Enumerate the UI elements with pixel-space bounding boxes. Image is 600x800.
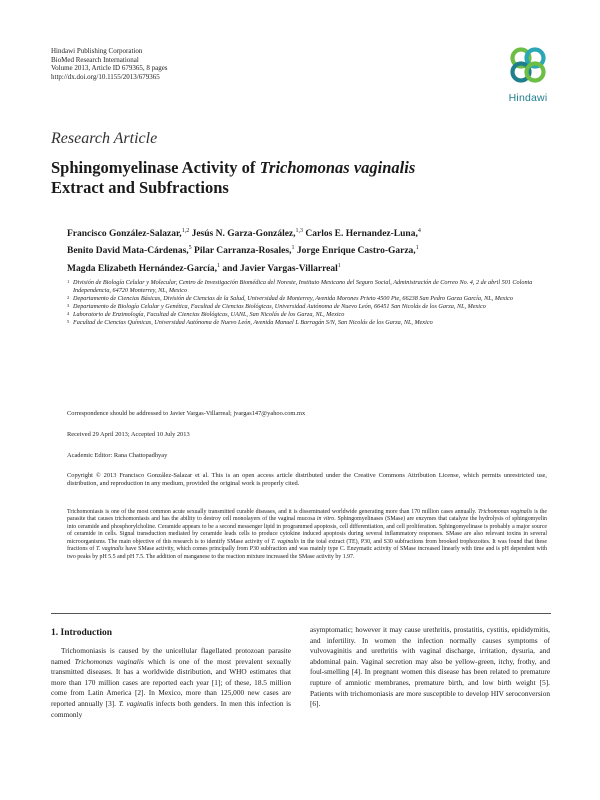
abstract	[67, 509, 547, 561]
author: Jesús N. Garza-González,	[191, 229, 296, 240]
affiliation-text: División de Biología Celular y Molecular, Centro de Investigación Biomédica del Noreste, Instituto Mexicano del Seguro Social, Administración de Correo No. 4, 2 de abril 501 Colonia Independencia, 64720 Monterrey, NL, Mexico	[73, 279, 533, 294]
paper-title	[51, 158, 551, 198]
intro-italic: T. vaginalis	[118, 698, 154, 708]
volume-info: Volume 2013, Article ID 679365, 8 pages	[51, 64, 168, 73]
affiliation	[67, 303, 547, 311]
abstract-italic: T. vaginalis	[95, 546, 124, 553]
affiliation-number: 5	[67, 319, 70, 324]
intro-text: infects both genders. In men this infection is commonly	[51, 698, 291, 719]
received-dates: Received 29 April 2013; Accepted 10 July 2013	[67, 431, 190, 438]
author: Benito David Mata-Cárdenas,	[67, 246, 189, 257]
publisher: Hindawi Publishing Corporation	[51, 47, 143, 55]
title-species: Trichomonas vaginalis	[259, 158, 416, 177]
affiliation	[67, 279, 547, 295]
author-affil: 1	[216, 262, 220, 269]
intro-text: which is one of the most prevalent sexually transmitted diseases. It has a worldwide distribution, and WHO estimates that more than 170 million cases are reported each year [1]; of these, 18.5 million come from Latin America [2]. In Mexico, more than 125,000 new cases are reported annually [3].	[51, 656, 291, 708]
affiliation-text: Facultad de Ciencias Químicas, Universidad Autónoma de Nuevo León, Avenida Manuel L Barragán S/N, San Nicolás de los Garza, NL, Mexico	[73, 319, 433, 326]
academic-editor: Academic Editor: Rana Chattopadhyay	[67, 452, 168, 459]
abstract-text: is the parasite that causes trichomoniasis and has the ability to destroy cell monolayers of the vaginal mucosa	[67, 509, 547, 523]
section-divider	[51, 613, 551, 614]
intro-right-column: asymptomatic; however it may cause urethritis, prostatitis, cystitis, epididymitis, and infertility. In women the infection normally causes symptoms of vulvovaginitis and urethritis with vaginal discharge, irritation, dysuria, and abdominal pain. Vaginal secretion may also be yellow-green, itchy, frothy, and foul-smelling [4]. In pregnant women this disease has been related to premature rupture of amniotic membranes, premature birth, and low birth weight [5]. Patients with trichomoniasis are more susceptible to develop HIV seroconversion [6].	[310, 625, 550, 709]
hindawi-logo-icon	[497, 44, 559, 92]
hindawi-logo	[497, 44, 559, 104]
affiliation-text: Departamento de Biología Celular y Genética, Facultad de Ciencias Biológicas, Universidad Autónoma de Nuevo León, 66451 San Nicolás de los Garza, NL, Mexico	[73, 303, 486, 310]
author-affil: 1,2	[181, 228, 190, 234]
affiliation-text: Laboratorio de Enzimología, Facultad de Ciencias Biológicas, UANL, San Nicolás de los Garza, NL, Mexico	[73, 311, 345, 318]
author-affil: 1	[291, 245, 295, 252]
copyright-notice: Copyright © 2013 Francisco González-Salazar et al. This is an open access article distributed under the Creative Commons Attribution License, which permits unrestricted use, distribution, and reproduction in any medium, provided the original work is properly cited.	[67, 472, 547, 488]
author-affil: 4	[417, 228, 421, 234]
intro-left-column	[51, 646, 291, 720]
author-affil: 1	[415, 245, 419, 252]
title-line1: Sphingomyelinase Activity of	[51, 158, 260, 177]
abstract-text: in the total extract (TE), P30, and S30 subfractions from brooked trophozoites. It was found that these fractions of	[67, 538, 547, 553]
section-heading: 1. Introduction	[51, 628, 113, 638]
affiliation-number: 4	[67, 311, 70, 316]
title-line2: Extract and Subfractions	[51, 178, 229, 197]
abstract-italic: T. vaginalis	[271, 538, 299, 545]
doi-link[interactable]: http://dx.doi.org/10.1155/2013/679365	[51, 72, 160, 81]
logo-wordmark: Hindawi	[508, 92, 548, 104]
affiliation	[67, 319, 547, 327]
author: Pilar Carranza-Rosales,	[194, 246, 292, 257]
intro-text: Trichomoniasis is caused by the unicellular flagellated protozoan parasite named	[51, 646, 291, 666]
article-type: Research Article	[51, 130, 158, 147]
abstract-italic: in vitro	[316, 516, 335, 523]
journal-info	[51, 47, 168, 81]
affiliation-text: Departamento de Ciencias Básicas, División de Ciencias de la Salud, Universidad de Monterrey, Avenida Morones Prieto 4500 Pte, 66238 San Pedro Garza García, NL, Mexico	[73, 295, 513, 302]
author-list	[67, 224, 562, 276]
abstract-text: Trichomoniasis is one of the most common acute sexually transmitted curable diseases, and it is disseminated worldwide generating more than 170 million cases annually.	[67, 509, 479, 515]
author: Magda Elizabeth Hernández-García,	[67, 263, 217, 274]
correspondence: Correspondence should be addressed to Javier Vargas-Villarreal; jvargas147@yahoo.com.mx	[67, 410, 306, 417]
affiliations	[67, 279, 547, 327]
intro-italic: Trichomonas vaginalis	[74, 656, 144, 666]
abstract-text: have SMase activity, which comes principally from P30 subfraction and was mainly type C. Enzymatic activity of SMase increased linearly with time and is pH dependent with two peaks by pH 5.5 and pH 7.5. The addition of manganese to the reaction mixture increased the SMase activity by 1.97.	[67, 546, 547, 560]
affiliation-number: 3	[67, 303, 70, 308]
author: Carlos E. Hernandez-Luna,	[305, 229, 418, 240]
abstract-italic: Trichomonas vaginalis	[478, 509, 533, 515]
abstract-text: . Sphingomyelinases (SMase) are enzymes that catalyze the hydrolysis of sphingomyelin into ceramide and phosphorylcholine. Ceramide appears to be a second messenger lipid in programmed apoptosis, cell differentiation, and cell proliferation. Sphingomyelinase is probably a major source of ceramide in cells. Signal transduction mediated by ceramide leads cells to produce cytokine induced apoptosis during several inflammatory responses. SMase are also relevant toxins in several microorganisms. The main objective of this research is to identify SMase activity of	[67, 516, 547, 545]
affiliation-number: 1	[67, 279, 70, 284]
affiliation-number: 2	[67, 295, 70, 300]
affiliation	[67, 311, 547, 319]
affiliation	[67, 295, 547, 303]
author: and Javier Vargas-Villarreal	[222, 263, 338, 274]
author: Francisco González-Salazar,	[67, 229, 182, 240]
author-affil: 5	[188, 245, 192, 252]
author: Jorge Enrique Castro-Garza,	[296, 246, 416, 257]
author-affil: 1	[337, 262, 341, 269]
author-affil: 1,3	[295, 228, 304, 234]
journal-name: BioMed Research International	[51, 55, 139, 64]
